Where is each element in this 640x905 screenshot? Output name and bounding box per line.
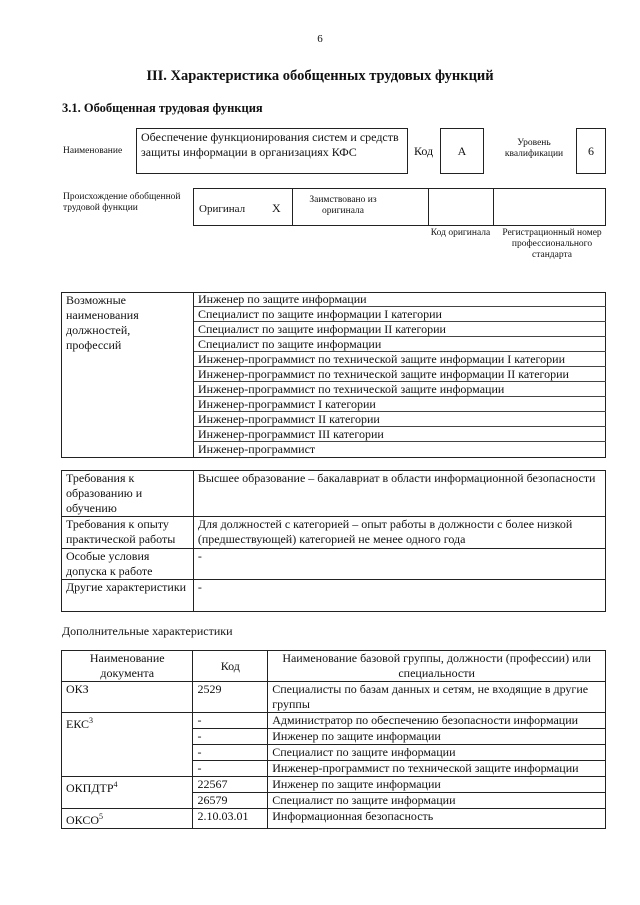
level-value: 6: [588, 144, 594, 158]
code-label: Код: [414, 144, 434, 158]
code-value: A: [457, 144, 467, 158]
origin-label: Происхождение обобщенной трудовой функции: [63, 192, 181, 213]
position-item: Специалист по защите информации II категории: [194, 322, 606, 337]
origin-box: [193, 188, 606, 226]
requirement-label: Особые условия допуска к работе: [62, 549, 194, 580]
function-name: Обеспечение функционирования систем и средств защиты информации в организациях КФС: [141, 130, 399, 159]
requirement-label: Другие характеристики: [62, 580, 194, 612]
requirement-value: -: [193, 549, 605, 580]
requirement-label: Требования к образованию и обучению: [62, 471, 194, 517]
header-document: Наименование документа: [62, 651, 193, 682]
reg-number-caption: Регистрационный номер профессионального стандарта: [502, 228, 602, 260]
table-row: [62, 809, 606, 829]
additional-title: Дополнительные характеристики: [62, 624, 233, 638]
requirement-value: Для должностей с категорией – опыт работы в должности с более низкой (предшествующей) категорией не менее одного года: [193, 517, 605, 549]
header-group-name: Наименование базовой группы, должности (профессии) или специальности: [268, 651, 606, 682]
requirement-row: [62, 580, 606, 612]
table-row: [62, 777, 606, 793]
doc-name: ОКСО$^5$: [62, 809, 193, 829]
doc-name: ОКЗ: [62, 682, 193, 713]
position-item: Инженер-программист по технической защите информации: [194, 382, 606, 397]
doc-title: Администратор по обеспечению безопасности информации: [268, 713, 606, 729]
positions-label: Возможные наименования должностей, профессий: [66, 293, 139, 352]
position-item: Специалист по защите информации: [194, 337, 606, 352]
position-item: Инженер-программист: [198, 442, 316, 456]
doc-name: ОКПДТР$^4$: [62, 777, 193, 809]
doc-code: 2529: [193, 682, 268, 713]
doc-title: Специалист по защите информации: [268, 793, 606, 809]
page-number: 6: [317, 33, 323, 45]
positions-list: [194, 292, 606, 457]
original-mark: X: [272, 201, 281, 215]
position-item: Инженер по защите информации: [194, 292, 606, 307]
level-box: [576, 128, 606, 174]
additional-table: [61, 650, 606, 829]
additional-header-row: [62, 651, 606, 682]
table-row: [62, 682, 606, 713]
code-box: [440, 128, 484, 174]
requirement-value: Высшее образование – бакалавриат в области информационной безопасности: [193, 471, 605, 517]
original-label: Оригинал: [199, 203, 246, 215]
requirement-row: [62, 517, 606, 549]
subsection-title: 3.1. Обобщенная трудовая функция: [62, 101, 263, 115]
doc-code: -: [193, 713, 268, 729]
doc-name: ЕКС$^3$: [62, 713, 193, 777]
doc-code: 22567: [193, 777, 268, 793]
position-item: Инженер-программист I категории: [194, 397, 606, 412]
header-code: Код: [193, 651, 268, 682]
doc-title: Специалист по защите информации: [268, 745, 606, 761]
position-item: Инженер-программист по технической защите информации II категории: [194, 367, 606, 382]
position-item: Инженер-программист II категории: [194, 412, 606, 427]
requirement-row: [62, 471, 606, 517]
doc-code: -: [193, 761, 268, 777]
requirement-value: -: [193, 580, 605, 612]
requirements-table: [61, 470, 606, 612]
requirement-label: Требования к опыту практической работы: [62, 517, 194, 549]
doc-code: -: [193, 729, 268, 745]
doc-code: -: [193, 745, 268, 761]
doc-title: Инженер по защите информации: [268, 729, 606, 745]
position-item: Специалист по защите информации I категории: [194, 307, 606, 322]
position-item: Инженер-программист III категории: [194, 427, 606, 442]
level-label: Уровень квалификации: [504, 138, 564, 159]
doc-title: Информационная безопасность: [268, 809, 606, 829]
code-original-caption: Код оригинала: [430, 228, 491, 238]
doc-title: Инженер по защите информации: [268, 777, 606, 793]
doc-code: 26579: [193, 793, 268, 809]
doc-code: 2.10.03.01: [193, 809, 268, 829]
section-title: III. Характеристика обобщенных трудовых функций: [146, 68, 494, 84]
name-label: Наименование: [63, 146, 123, 156]
borrowed-label: Заимствовано из оригинала: [309, 195, 377, 216]
function-name-box: [136, 128, 408, 174]
table-row: [62, 713, 606, 729]
doc-title: Инженер-программист по технической защите информации: [268, 761, 606, 777]
doc-title: Специалисты по базам данных и сетям, не входящие в другие группы: [268, 682, 606, 713]
position-item: Инженер-программист по технической защите информации I категории: [194, 352, 606, 367]
requirement-row: [62, 549, 606, 580]
